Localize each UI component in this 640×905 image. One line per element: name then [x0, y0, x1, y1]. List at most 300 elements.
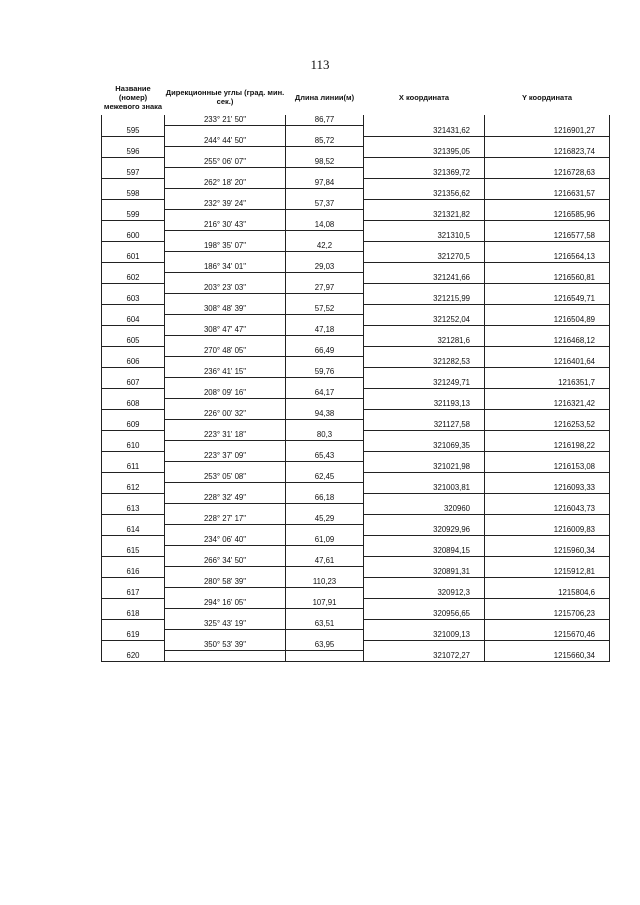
direction-angle: 253° 05' 08": [165, 472, 286, 483]
y-coordinate: 1216321,42: [485, 399, 610, 410]
direction-angle: 262° 18' 20": [165, 178, 286, 189]
direction-angle: 308° 48' 39": [165, 304, 286, 315]
point-row: [102, 546, 610, 557]
line-length: 59,76: [286, 367, 364, 378]
point-row: [102, 483, 610, 494]
empty-cell: [364, 262, 485, 273]
point-row: [102, 126, 610, 137]
empty-cell: [485, 325, 610, 336]
direction-angle: 233° 21' 50": [165, 115, 286, 126]
empty-cell: [102, 577, 165, 588]
header-y: Y координата: [521, 92, 573, 102]
line-length: 63,51: [286, 619, 364, 630]
segment-row: [102, 241, 610, 252]
empty-cell: [165, 483, 286, 494]
line-length: 42,2: [286, 241, 364, 252]
segment-row: [102, 367, 610, 378]
empty-cell: [286, 315, 364, 326]
empty-cell: [286, 462, 364, 473]
line-length: 45,29: [286, 514, 364, 525]
x-coordinate: 321072,27: [364, 651, 485, 662]
direction-angle: 208° 09' 16": [165, 388, 286, 399]
empty-cell: [485, 220, 610, 231]
empty-cell: [364, 199, 485, 210]
direction-angle: 294° 16' 05": [165, 598, 286, 609]
x-coordinate: 321395,05: [364, 147, 485, 158]
segment-row: [102, 598, 610, 609]
empty-cell: [102, 262, 165, 273]
empty-cell: [165, 168, 286, 179]
y-coordinate: 1216631,57: [485, 189, 610, 200]
x-coordinate: 321310,5: [364, 231, 485, 242]
line-length: 65,43: [286, 451, 364, 462]
segment-row: [102, 346, 610, 357]
point-name: 618: [102, 609, 165, 620]
y-coordinate: 1216009,83: [485, 525, 610, 536]
direction-angle: 198° 35' 07": [165, 241, 286, 252]
line-length: 63,95: [286, 640, 364, 651]
y-coordinate: 1216153,08: [485, 462, 610, 473]
y-coordinate: 1215670,46: [485, 630, 610, 641]
point-name: 606: [102, 357, 165, 368]
line-length: 110,23: [286, 577, 364, 588]
point-row: [102, 567, 610, 578]
header-length: Длина линии(м): [294, 92, 355, 102]
line-length: 27,97: [286, 283, 364, 294]
empty-cell: [485, 409, 610, 420]
empty-cell: [485, 640, 610, 651]
empty-cell: [364, 451, 485, 462]
y-coordinate: 1216728,63: [485, 168, 610, 179]
empty-cell: [485, 283, 610, 294]
empty-cell: [364, 136, 485, 147]
x-coordinate: 321127,58: [364, 420, 485, 431]
point-row: [102, 189, 610, 200]
empty-cell: [165, 546, 286, 557]
point-name: 614: [102, 525, 165, 536]
point-name: 617: [102, 588, 165, 599]
line-length: 107,91: [286, 598, 364, 609]
empty-cell: [165, 147, 286, 158]
empty-cell: [286, 231, 364, 242]
x-coordinate: 321270,5: [364, 252, 485, 263]
line-length: 47,61: [286, 556, 364, 567]
line-length: 29,03: [286, 262, 364, 273]
empty-cell: [102, 388, 165, 399]
empty-cell: [102, 115, 165, 126]
point-row: [102, 588, 610, 599]
line-length: 57,52: [286, 304, 364, 315]
point-name: 612: [102, 483, 165, 494]
point-name: 611: [102, 462, 165, 473]
point-name: 610: [102, 441, 165, 452]
point-name: 595: [102, 126, 165, 137]
empty-cell: [485, 598, 610, 609]
empty-cell: [485, 304, 610, 315]
empty-cell: [485, 178, 610, 189]
empty-cell: [286, 483, 364, 494]
empty-cell: [364, 472, 485, 483]
x-coordinate: 321281,6: [364, 336, 485, 347]
empty-cell: [286, 126, 364, 137]
segment-row: [102, 409, 610, 420]
line-length: 66,49: [286, 346, 364, 357]
direction-angle: 226° 00' 32": [165, 409, 286, 420]
direction-angle: 232° 39' 24": [165, 199, 286, 210]
segment-row: [102, 514, 610, 525]
line-length: 98,52: [286, 157, 364, 168]
point-name: 600: [102, 231, 165, 242]
x-coordinate: 321069,35: [364, 441, 485, 452]
y-coordinate: 1216585,96: [485, 210, 610, 221]
y-coordinate: 1216043,73: [485, 504, 610, 515]
empty-cell: [165, 294, 286, 305]
point-row: [102, 168, 610, 179]
empty-cell: [364, 220, 485, 231]
y-coordinate: 1216823,74: [485, 147, 610, 158]
empty-cell: [364, 577, 485, 588]
empty-cell: [165, 315, 286, 326]
segment-row: [102, 472, 610, 483]
point-row: [102, 630, 610, 641]
point-name: 604: [102, 315, 165, 326]
y-coordinate: 1216564,13: [485, 252, 610, 263]
point-name: 605: [102, 336, 165, 347]
direction-angle: 255° 06' 07": [165, 157, 286, 168]
empty-cell: [102, 178, 165, 189]
segment-row: [102, 178, 610, 189]
empty-cell: [165, 273, 286, 284]
header-angle: Дирекционные углы (град. мин. сек.): [165, 88, 285, 106]
segment-row: [102, 451, 610, 462]
point-name: 599: [102, 210, 165, 221]
empty-cell: [286, 567, 364, 578]
empty-cell: [364, 304, 485, 315]
empty-cell: [102, 283, 165, 294]
empty-cell: [165, 336, 286, 347]
segment-row: [102, 535, 610, 546]
empty-cell: [165, 651, 286, 662]
y-coordinate: 1215660,34: [485, 651, 610, 662]
empty-cell: [102, 556, 165, 567]
direction-angle: 266° 34' 50": [165, 556, 286, 567]
empty-cell: [286, 525, 364, 536]
empty-cell: [364, 325, 485, 336]
segment-row: [102, 262, 610, 273]
segment-row: [102, 199, 610, 210]
direction-angle: 270° 48' 05": [165, 346, 286, 357]
empty-cell: [165, 588, 286, 599]
empty-cell: [102, 640, 165, 651]
empty-cell: [165, 630, 286, 641]
x-coordinate: 321431,62: [364, 126, 485, 137]
empty-cell: [102, 430, 165, 441]
x-coordinate: 321369,72: [364, 168, 485, 179]
line-length: 14,08: [286, 220, 364, 231]
point-row: [102, 147, 610, 158]
line-length: 61,09: [286, 535, 364, 546]
direction-angle: 223° 37' 09": [165, 451, 286, 462]
table-body: [102, 115, 610, 662]
empty-cell: [286, 546, 364, 557]
empty-cell: [485, 430, 610, 441]
empty-cell: [485, 115, 610, 126]
empty-cell: [286, 168, 364, 179]
empty-cell: [364, 640, 485, 651]
point-row: [102, 441, 610, 452]
point-name: 602: [102, 273, 165, 284]
empty-cell: [286, 651, 364, 662]
segment-row: [102, 325, 610, 336]
y-coordinate: 1216468,12: [485, 336, 610, 347]
empty-cell: [102, 325, 165, 336]
point-name: 615: [102, 546, 165, 557]
empty-cell: [364, 346, 485, 357]
empty-cell: [485, 199, 610, 210]
segment-row: [102, 136, 610, 147]
point-name: 603: [102, 294, 165, 305]
x-coordinate: 321003,81: [364, 483, 485, 494]
empty-cell: [286, 189, 364, 200]
empty-cell: [165, 126, 286, 137]
line-length: 86,77: [286, 115, 364, 126]
empty-cell: [165, 609, 286, 620]
y-coordinate: 1216901,27: [485, 126, 610, 137]
empty-cell: [286, 147, 364, 158]
empty-cell: [364, 115, 485, 126]
empty-cell: [102, 346, 165, 357]
empty-cell: [102, 472, 165, 483]
line-length: 64,17: [286, 388, 364, 399]
x-coordinate: 321321,82: [364, 210, 485, 221]
x-coordinate: 321249,71: [364, 378, 485, 389]
header-x: X координата: [398, 92, 450, 102]
line-length: 94,38: [286, 409, 364, 420]
empty-cell: [286, 588, 364, 599]
y-coordinate: 1216198,22: [485, 441, 610, 452]
empty-cell: [485, 136, 610, 147]
point-name: 596: [102, 147, 165, 158]
point-row: [102, 420, 610, 431]
direction-angle: 236° 41' 15": [165, 367, 286, 378]
empty-cell: [364, 367, 485, 378]
point-row: [102, 231, 610, 242]
segment-row: [102, 640, 610, 651]
empty-cell: [286, 336, 364, 347]
empty-cell: [102, 367, 165, 378]
y-coordinate: 1216253,52: [485, 420, 610, 431]
empty-cell: [485, 241, 610, 252]
empty-cell: [286, 357, 364, 368]
direction-angle: 228° 27' 17": [165, 514, 286, 525]
empty-cell: [102, 199, 165, 210]
empty-cell: [286, 252, 364, 263]
line-length: 62,45: [286, 472, 364, 483]
y-coordinate: 1216577,58: [485, 231, 610, 242]
line-length: 47,18: [286, 325, 364, 336]
empty-cell: [364, 598, 485, 609]
line-length: 97,84: [286, 178, 364, 189]
empty-cell: [364, 409, 485, 420]
empty-cell: [485, 619, 610, 630]
empty-cell: [364, 241, 485, 252]
empty-cell: [485, 535, 610, 546]
x-coordinate: 320912,3: [364, 588, 485, 599]
empty-cell: [364, 178, 485, 189]
empty-cell: [102, 136, 165, 147]
empty-cell: [165, 462, 286, 473]
point-row: [102, 609, 610, 620]
point-row: [102, 210, 610, 221]
empty-cell: [485, 346, 610, 357]
point-row: [102, 399, 610, 410]
empty-cell: [485, 493, 610, 504]
direction-angle: 308° 47' 47": [165, 325, 286, 336]
coordinates-table: [101, 79, 610, 662]
segment-row: [102, 577, 610, 588]
empty-cell: [165, 504, 286, 515]
empty-cell: [364, 157, 485, 168]
empty-cell: [364, 619, 485, 630]
empty-cell: [286, 504, 364, 515]
empty-cell: [286, 609, 364, 620]
empty-cell: [286, 441, 364, 452]
header-name: Название (номер) межевого знака: [103, 83, 163, 111]
y-coordinate: 1216401,64: [485, 357, 610, 368]
point-row: [102, 294, 610, 305]
empty-cell: [485, 157, 610, 168]
empty-cell: [165, 441, 286, 452]
empty-cell: [165, 189, 286, 200]
direction-angle: 216° 30' 43": [165, 220, 286, 231]
empty-cell: [286, 210, 364, 221]
empty-cell: [485, 556, 610, 567]
segment-row: [102, 619, 610, 630]
direction-angle: 223° 31' 18": [165, 430, 286, 441]
point-name: 616: [102, 567, 165, 578]
segment-row: [102, 220, 610, 231]
point-row: [102, 336, 610, 347]
point-row: [102, 504, 610, 515]
line-length: 57,37: [286, 199, 364, 210]
segment-row: [102, 304, 610, 315]
empty-cell: [364, 556, 485, 567]
empty-cell: [364, 493, 485, 504]
segment-row: [102, 115, 610, 126]
empty-cell: [102, 493, 165, 504]
x-coordinate: 320960: [364, 504, 485, 515]
point-row: [102, 357, 610, 368]
direction-angle: 228° 32' 49": [165, 493, 286, 504]
y-coordinate: 1215706,23: [485, 609, 610, 620]
y-coordinate: 1215804,6: [485, 588, 610, 599]
empty-cell: [102, 535, 165, 546]
point-name: 620: [102, 651, 165, 662]
line-length: 80,3: [286, 430, 364, 441]
point-row: [102, 378, 610, 389]
table-header-row: [102, 79, 610, 115]
x-coordinate: 321009,13: [364, 630, 485, 641]
segment-row: [102, 283, 610, 294]
empty-cell: [286, 294, 364, 305]
segment-row: [102, 430, 610, 441]
empty-cell: [165, 567, 286, 578]
y-coordinate: 1216560,81: [485, 273, 610, 284]
empty-cell: [286, 378, 364, 389]
direction-angle: 234° 06' 40": [165, 535, 286, 546]
x-coordinate: 320891,31: [364, 567, 485, 578]
y-coordinate: 1215912,81: [485, 567, 610, 578]
direction-angle: 186° 34' 01": [165, 262, 286, 273]
point-name: 597: [102, 168, 165, 179]
empty-cell: [102, 619, 165, 630]
y-coordinate: 1216504,89: [485, 315, 610, 326]
x-coordinate: 321252,04: [364, 315, 485, 326]
point-row: [102, 315, 610, 326]
empty-cell: [485, 367, 610, 378]
line-length: 66,18: [286, 493, 364, 504]
x-coordinate: 321021,98: [364, 462, 485, 473]
empty-cell: [102, 241, 165, 252]
empty-cell: [102, 598, 165, 609]
empty-cell: [485, 388, 610, 399]
page-number: 113: [310, 57, 330, 72]
point-name: 619: [102, 630, 165, 641]
direction-angle: 350° 53' 39": [165, 640, 286, 651]
empty-cell: [165, 357, 286, 368]
direction-angle: 203° 23' 03": [165, 283, 286, 294]
x-coordinate: 320956,65: [364, 609, 485, 620]
empty-cell: [286, 399, 364, 410]
empty-cell: [165, 210, 286, 221]
point-row: [102, 273, 610, 284]
y-coordinate: 1216351,7: [485, 378, 610, 389]
empty-cell: [485, 472, 610, 483]
empty-cell: [364, 388, 485, 399]
point-row: [102, 462, 610, 473]
segment-row: [102, 388, 610, 399]
empty-cell: [485, 262, 610, 273]
line-length: 85,72: [286, 136, 364, 147]
x-coordinate: 321193,13: [364, 399, 485, 410]
empty-cell: [165, 525, 286, 536]
x-coordinate: 320929,96: [364, 525, 485, 536]
point-name: 609: [102, 420, 165, 431]
segment-row: [102, 157, 610, 168]
empty-cell: [286, 630, 364, 641]
empty-cell: [102, 304, 165, 315]
y-coordinate: 1216549,71: [485, 294, 610, 305]
y-coordinate: 1216093,33: [485, 483, 610, 494]
x-coordinate: 321241,66: [364, 273, 485, 284]
empty-cell: [165, 378, 286, 389]
empty-cell: [364, 514, 485, 525]
segment-row: [102, 493, 610, 504]
y-coordinate: 1215960,34: [485, 546, 610, 557]
direction-angle: 280° 58' 39": [165, 577, 286, 588]
direction-angle: 325° 43' 19": [165, 619, 286, 630]
x-coordinate: 321215,99: [364, 294, 485, 305]
empty-cell: [102, 220, 165, 231]
point-name: 601: [102, 252, 165, 263]
point-name: 607: [102, 378, 165, 389]
point-row: [102, 525, 610, 536]
empty-cell: [286, 420, 364, 431]
point-row: [102, 252, 610, 263]
empty-cell: [165, 420, 286, 431]
empty-cell: [102, 409, 165, 420]
empty-cell: [485, 577, 610, 588]
